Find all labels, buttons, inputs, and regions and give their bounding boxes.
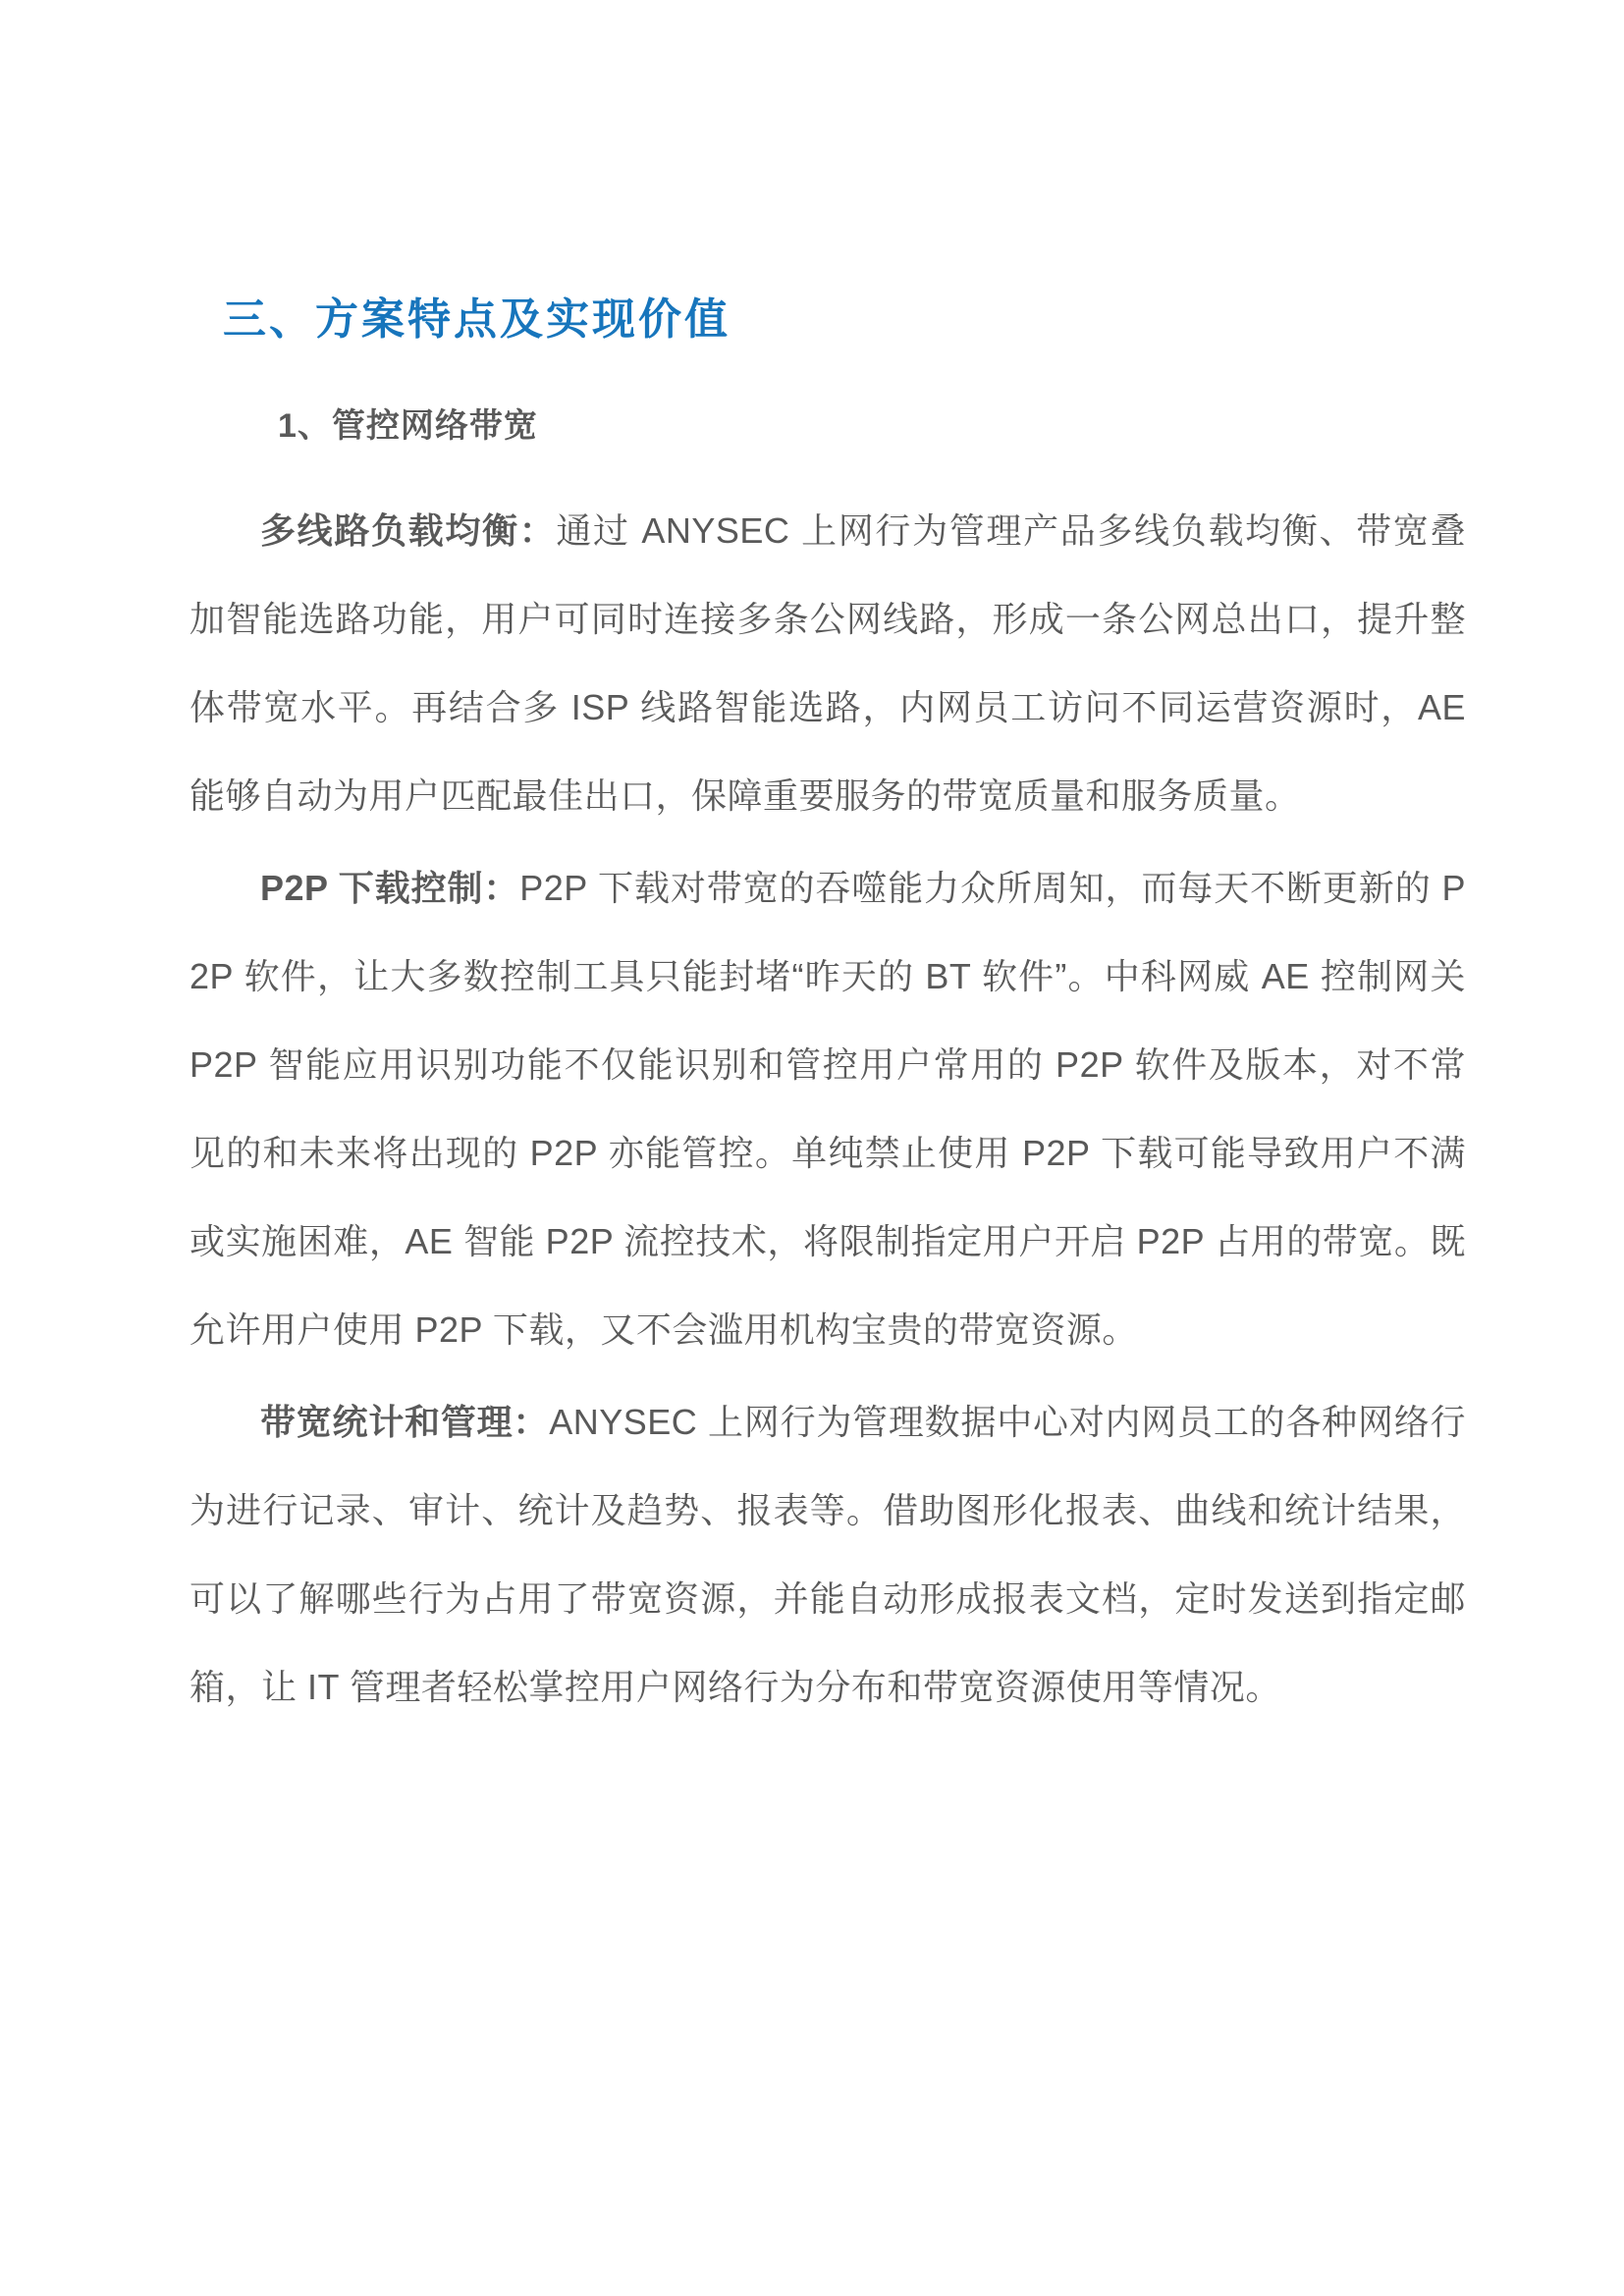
paragraph-p2p-control-text: P2P 下载对带宽的吞噬能力众所周知，而每天不断更新的 P2P 软件，让大多数控制工具只能封堵“昨天的 BT 软件”。中科网威 AE 控制网关 P2P 智能应用识别功能不仅能识别和管控用户常用的 P2P 软件及版本，对不常见的和未来将出现的 P2P 亦能管控。单纯禁止使用 P2P 下载可能导致用户不满或实施困难，AE 智能 P2P 流控技术，将限制指定用户开启 P2P 占用的带宽。既允许用户使用 P2P 下载，又不会滥用机构宝贵的带宽资源。	[189, 868, 1466, 1350]
paragraph-p2p-control	[189, 844, 1466, 1374]
document-body	[189, 487, 1466, 1732]
section-heading: 1、管控网络带宽	[278, 407, 538, 445]
paragraph-p2p-control-lead: P2P 下载控制：	[260, 868, 520, 908]
paragraph-bandwidth-stats-lead: 带宽统计和管理：	[260, 1402, 550, 1442]
paragraph-bandwidth-stats	[189, 1378, 1466, 1732]
paragraph-load-balancing-lead: 多线路负载均衡：	[260, 510, 557, 551]
paragraph-bandwidth-stats-text: ANYSEC 上网行为管理数据中心对内网员工的各种网络行为进行记录、审计、统计及趋势、报表等。借助图形化报表、曲线和统计结果，可以了解哪些行为占用了带宽资源，并能自动形成报表文档，定时发送到指定邮箱，让 IT 管理者轻松掌控用户网络行为分布和带宽资源使用等情况。	[189, 1402, 1466, 1707]
paragraph-load-balancing	[189, 487, 1466, 840]
paragraph-load-balancing-text: 通过 ANYSEC 上网行为管理产品多线负载均衡、带宽叠加智能选路功能，用户可同时连接多条公网线路，形成一条公网总出口，提升整体带宽水平。再结合多 ISP 线路智能选路，内网员工访问不同运营资源时，AE 能够自动为用户匹配最佳出口，保障重要服务的带宽质量和服务质量。	[189, 510, 1466, 816]
document-title: 三、方案特点及实现价值	[223, 295, 731, 344]
